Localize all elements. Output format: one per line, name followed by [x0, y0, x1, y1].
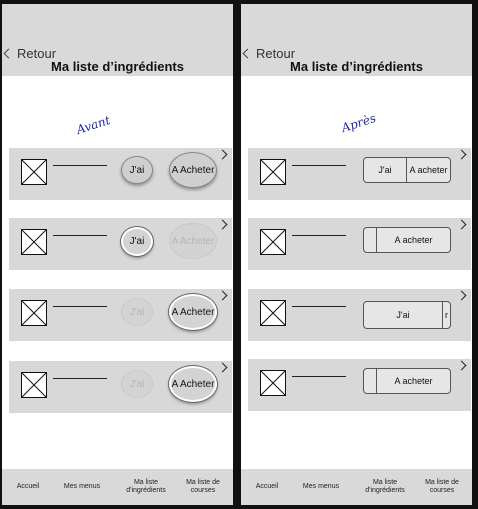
after-screen	[241, 4, 472, 505]
chevron-right-icon[interactable]	[457, 291, 467, 301]
back-button[interactable]: Retour	[244, 46, 295, 61]
before-screen	[2, 4, 233, 505]
ingredient-name-placeholder	[292, 376, 346, 377]
chevron-right-icon[interactable]	[218, 220, 228, 230]
chevron-right-icon[interactable]	[457, 220, 467, 230]
tab-ingredients[interactable]: Ma liste d'ingrédients	[126, 479, 166, 494]
image-placeholder-icon	[260, 300, 286, 326]
have-button[interactable]: J'ai	[121, 156, 153, 184]
to-buy-segment[interactable]: A acheter	[394, 376, 433, 386]
handwritten-note: Après	[339, 110, 378, 136]
ingredient-row[interactable]	[248, 289, 471, 341]
to-buy-segment[interactable]: A acheter	[409, 165, 448, 175]
tab-menus[interactable]: Mes menus	[302, 483, 340, 490]
image-placeholder-icon	[21, 372, 47, 398]
to-buy-button[interactable]: A Acheter	[169, 223, 217, 259]
tab-bar	[241, 469, 472, 505]
status-toggle[interactable]	[363, 301, 451, 329]
ingredient-row[interactable]	[248, 148, 471, 200]
chevron-right-icon[interactable]	[457, 361, 467, 371]
header	[241, 4, 472, 76]
image-placeholder-icon	[260, 229, 286, 255]
have-button[interactable]: J'ai	[121, 298, 153, 326]
to-buy-segment[interactable]: A acheter	[394, 235, 433, 245]
status-toggle[interactable]	[363, 368, 451, 394]
ingredient-row[interactable]	[9, 289, 232, 341]
chevron-left-icon	[243, 49, 253, 59]
ingredient-row[interactable]	[9, 218, 232, 270]
image-placeholder-icon	[21, 229, 47, 255]
page-title: Ma liste d’ingrédients	[290, 59, 423, 74]
ingredient-name-placeholder	[292, 165, 346, 166]
to-buy-button[interactable]: A Acheter	[169, 294, 217, 330]
chevron-right-icon[interactable]	[218, 150, 228, 160]
have-button[interactable]: J'ai	[121, 227, 153, 256]
handwritten-note: Avant	[74, 112, 112, 138]
image-placeholder-icon	[21, 159, 47, 185]
have-segment[interactable]: J'ai	[378, 165, 392, 175]
have-button[interactable]: J'ai	[121, 370, 153, 398]
page-title: Ma liste d’ingrédients	[51, 59, 184, 74]
to-buy-button[interactable]: A Acheter	[169, 152, 217, 188]
tab-menus[interactable]: Mes menus	[63, 483, 101, 490]
tab-shopping-list[interactable]: Ma liste de courses	[425, 479, 459, 494]
status-segmented-control[interactable]	[363, 157, 451, 183]
ingredient-row[interactable]	[248, 359, 471, 411]
ingredient-name-placeholder	[292, 306, 346, 307]
tab-bar	[2, 469, 233, 505]
back-button[interactable]: Retour	[5, 46, 56, 61]
ingredient-row[interactable]	[9, 361, 232, 413]
tab-home[interactable]: Accueil	[16, 483, 40, 490]
ingredient-name-placeholder	[292, 235, 346, 236]
image-placeholder-icon	[260, 159, 286, 185]
to-buy-segment-stub[interactable]: r	[445, 310, 448, 320]
status-toggle[interactable]	[363, 227, 451, 253]
to-buy-button[interactable]: A Acheter	[169, 366, 217, 402]
ingredient-name-placeholder	[53, 378, 107, 379]
have-segment[interactable]: J'ai	[396, 310, 410, 320]
ingredient-name-placeholder	[53, 306, 107, 307]
ingredient-row[interactable]	[248, 218, 471, 270]
ingredient-name-placeholder	[53, 165, 107, 166]
chevron-right-icon[interactable]	[218, 291, 228, 301]
image-placeholder-icon	[260, 370, 286, 396]
ingredient-row[interactable]	[9, 148, 232, 200]
tab-shopping-list[interactable]: Ma liste de courses	[186, 479, 220, 494]
header	[2, 4, 233, 76]
chevron-left-icon	[4, 49, 14, 59]
tab-ingredients[interactable]: Ma liste d'ingrédients	[365, 479, 405, 494]
image-placeholder-icon	[21, 300, 47, 326]
ingredient-name-placeholder	[53, 235, 107, 236]
chevron-right-icon[interactable]	[457, 150, 467, 160]
tab-home[interactable]: Accueil	[255, 483, 279, 490]
chevron-right-icon[interactable]	[218, 363, 228, 373]
